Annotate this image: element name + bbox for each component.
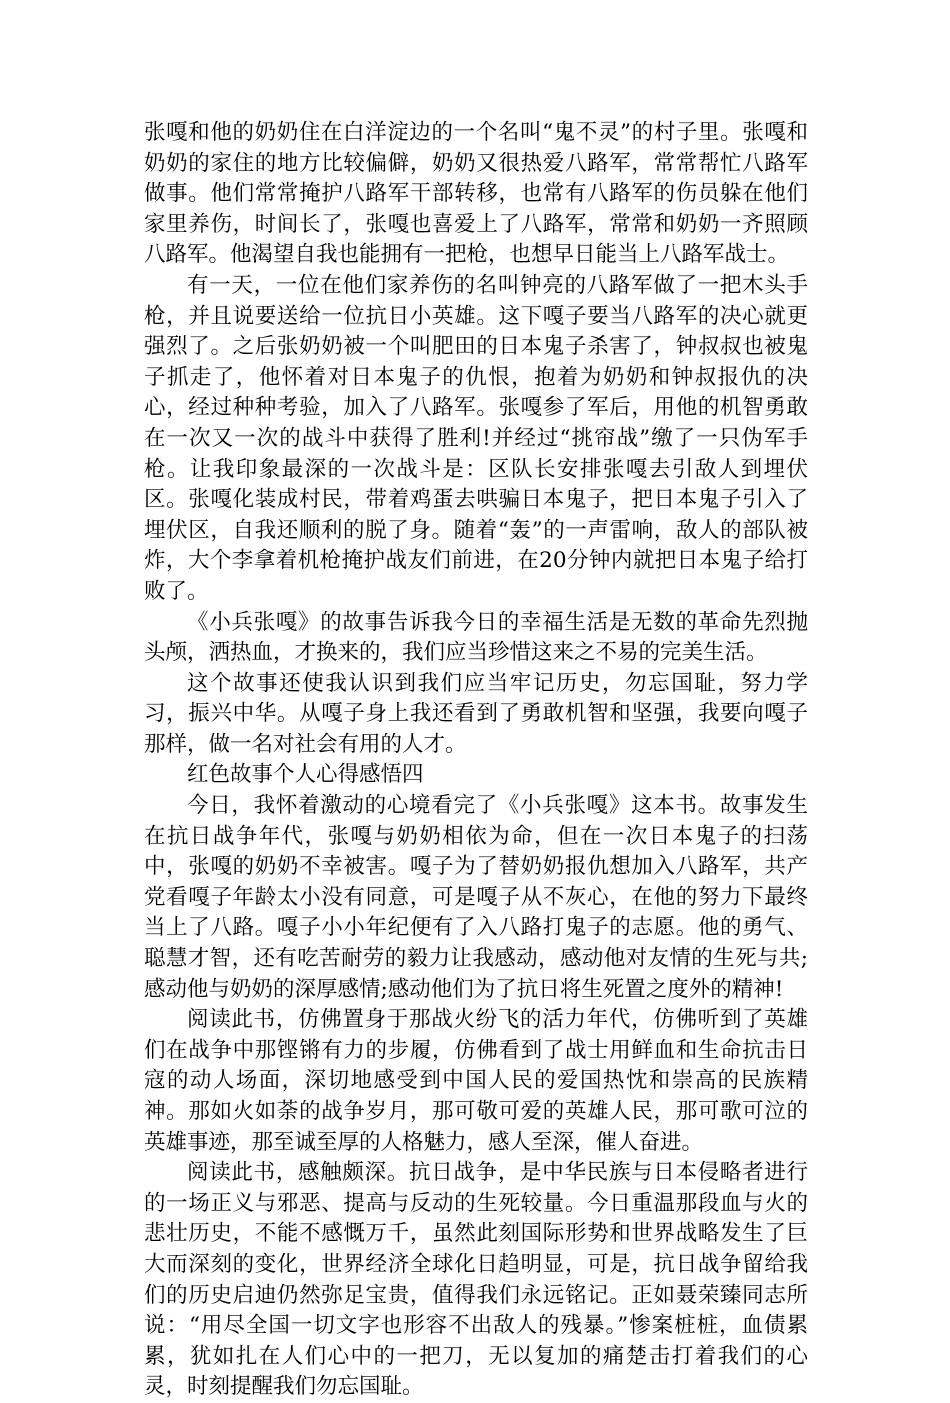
paragraph-4: 这个故事还使我认识到我们应当牢记历史，勿忘国耻，努力学习，振兴中华。从嘎子身上我还看到了勇敢机智和坚强，我要向嘎子那样，做一名对社会有用的人才。 (144, 670, 808, 757)
document-page (144, 118, 808, 1403)
paragraph-7: 阅读此书，感触颇深。抗日战争，是中华民族与日本侵略者进行的一场正义与邪恶、提高与反动的生死较量。今日重温那段血与火的悲壮历史，不能不感慨万千，虽然此刻国际形势和世界战略发生了巨大而深刻的变化，世界经济全球化日趋明显，可是，抗日战争留给我们的历史启迪仍然弥足宝贵，值得我们永远铭记。正如聂荣臻同志所说：“用尽全国一切文字也形容不出敌人的残暴。”惨案桩桩，血债累累，犹如扎在人们心中的一把刀，无以复加的痛楚击打着我们的心灵，时刻提醒我们勿忘国耻。 (144, 1160, 808, 1400)
paragraph-3: 《小兵张嘎》的故事告诉我今日的幸福生活是无数的革命先烈抛头颅，洒热血，才换来的，我们应当珍惜这来之不易的完美生活。 (144, 609, 808, 666)
paragraph-6: 阅读此书，仿佛置身于那战火纷飞的活力年代，仿佛听到了英雄们在战争中那铿锵有力的步履，仿佛看到了战士用鲜血和生命抗击日寇的动人场面，深切地感受到中国人民的爱国热忱和崇高的民族精神。那如火如荼的战争岁月，那可敬可爱的英雄人民，那可歌可泣的英雄事迹，那至诚至厚的人格魅力，感人至深，催人奋进。 (144, 1007, 808, 1155)
paragraph-1: 张嘎和他的奶奶住在白洋淀边的一个名叫“鬼不灵”的村子里。张嘎和奶奶的家住的地方比较偏僻，奶奶又很热爱八路军，常常帮忙八路军做事。他们常常掩护八路军干部转移，也常有八路军的伤员躲在他们家里养伤，时间长了，张嘎也喜爱上了八路军，常常和奶奶一齐照顾八路军。他渴望自我也能拥有一把枪，也想早日能当上八路军战士。 (144, 120, 808, 268)
section-heading: 红色故事个人心得感悟四 (187, 762, 424, 788)
paragraph-2: 有一天，一位在他们家养伤的名叫钟亮的八路军做了一把木头手枪，并且说要送给一位抗日小英雄。这下嘎子要当八路军的决心就更强烈了。之后张奶奶被一个叫肥田的日本鬼子杀害了，钟叔叔也被鬼子抓走了，他怀着对日本鬼子的仇恨，抱着为奶奶和钟叔报仇的决心，经过种种考验，加入了八路军。张嘎参了军后，用他的机智勇敢在一次又一次的战斗中获得了胜利!并经过“挑帘战”缴了一只伪军手枪。让我印象最深的一次战斗是：区队长安排张嘎去引敌人到埋伏区。张嘎化装成村民，带着鸡蛋去哄骗日本鬼子，把日本鬼子引入了埋伏区，自我还顺利的脱了身。随着“轰”的一声雷响，敌人的部队被炸，大个李拿着机枪掩护战友们前进，在20分钟内就把日本鬼子给打败了。 (144, 272, 808, 604)
paragraph-5: 今日，我怀着激动的心境看完了《小兵张嘎》这本书。故事发生在抗日战争年代，张嘎与奶奶相依为命，但在一次日本鬼子的扫荡中，张嘎的奶奶不幸被害。嘎子为了替奶奶报仇想加入八路军，共产党看嘎子年龄太小没有同意，可是嘎子从不灰心，在他的努力下最终当上了八路。嘎子小小年纪便有了入八路打鬼子的志愿。他的勇气、聪慧才智，还有吃苦耐劳的毅力让我感动，感动他对友情的生死与共;感动他与奶奶的深厚感情;感动他们为了抗日将生死置之度外的精神! (144, 793, 808, 1002)
